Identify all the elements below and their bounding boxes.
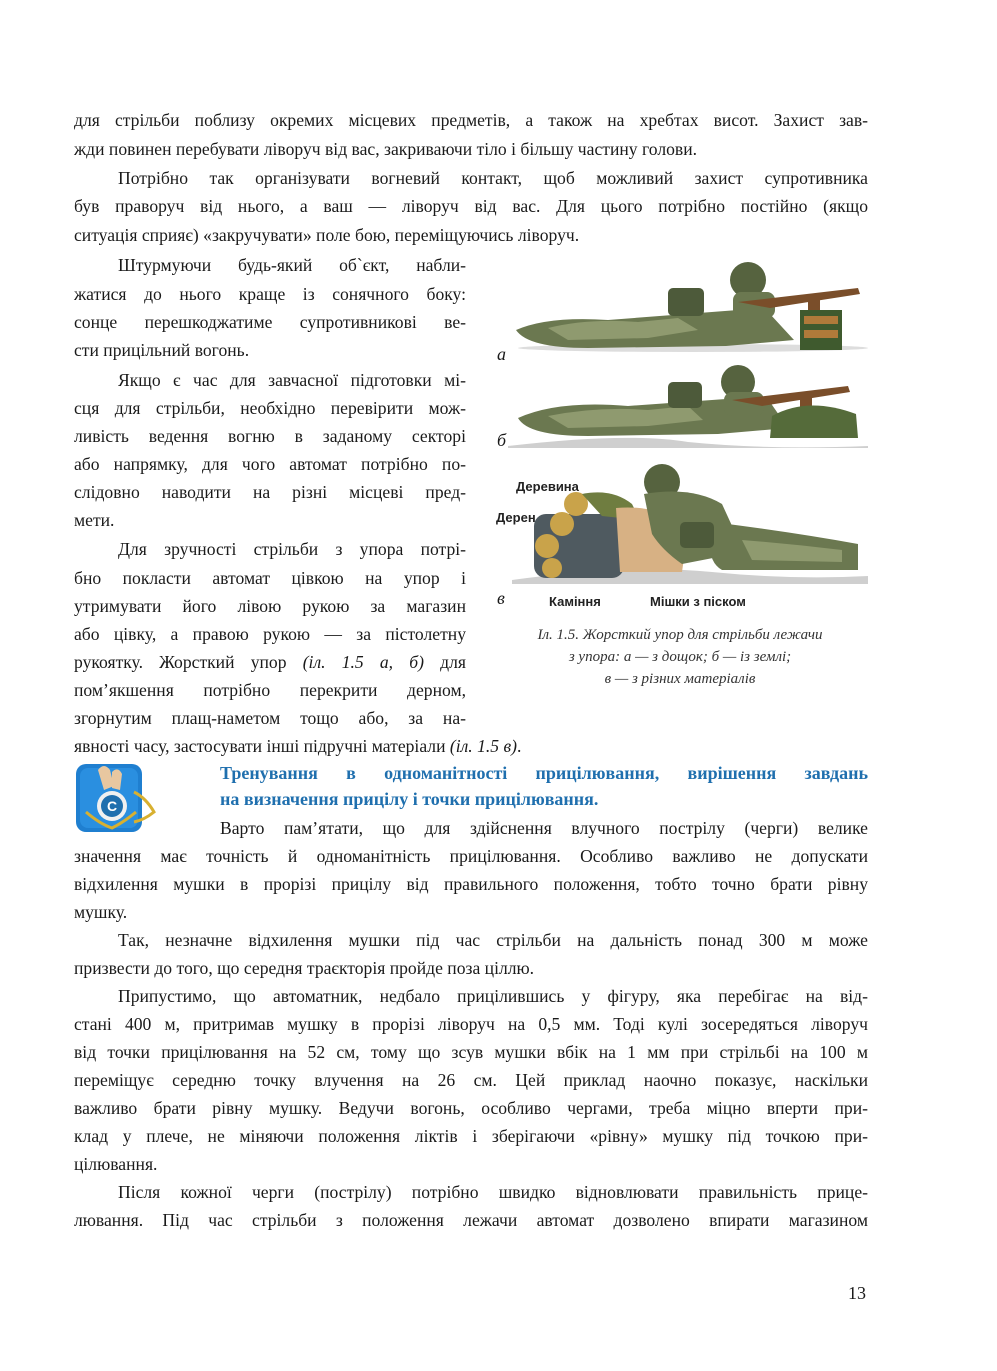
text-line: значення має точність й одноманітність прицілювання. Особливо важливо не допускати: [74, 846, 868, 866]
text-line: стані 400 м, притримав мушку в прорізі ліворуч на 0,5 мм. Тоді кулі зосередяться ліворуч: [74, 1014, 868, 1034]
text-line: цілювання.: [74, 1154, 158, 1174]
text-line: сти прицільний вогонь.: [74, 340, 250, 360]
text-line: Після кожної черги (пострілу) потрібно швидко відновлювати правильність прице-: [118, 1182, 868, 1202]
figure-label-a: а: [497, 344, 506, 364]
text-line: [74, 734, 521, 758]
text-line: або цівку, а правою рукою — за пістолетну: [74, 624, 466, 644]
text-line: слідовно наводити на різні місцеві пред-: [74, 482, 466, 502]
text-line: мети.: [74, 510, 115, 530]
text-line: Штурмуючи будь-який об`єкт, набли-: [118, 255, 466, 275]
figure-reference: (іл. 1.5 а, б): [302, 652, 424, 672]
prone-soldier-plank-rest-illustration: [508, 258, 868, 354]
text-segment: явності часу, застосувати інші підручні матеріали: [74, 736, 450, 756]
text-line: важливо брати рівну мушку. Ведучи вогонь, особливо чергами, треба міцно вперти при-: [74, 1098, 868, 1118]
text-line: від точки прицілювання на 52 см, тому що зсув мушки вбік на 1 мм при стрільбі на 100 м: [74, 1042, 868, 1062]
text-line: Потрібно так організувати вогневий контакт, щоб можливий захист супротивника: [118, 168, 868, 188]
text-segment: рукоятку. Жорсткий упор: [74, 652, 303, 672]
text-line: відхилення мушки в прорізі прицілу від правильного положення, тобто точно брати рівну: [74, 874, 868, 894]
text-line: клад у плече, не міняючи положення ліктів і зберігаючи «рівну» мушку під точкою при-: [74, 1126, 868, 1146]
text-line: мушку.: [74, 902, 128, 922]
text-line: [74, 650, 466, 674]
text-segment: для: [423, 652, 466, 672]
figure-reference: (іл. 1.5 в): [449, 736, 517, 756]
figure-annotation-wood: Деревина: [516, 479, 579, 494]
text-line: ситуація сприяє) «закручувати» поле бою, переміщуючись ліворуч.: [74, 225, 580, 245]
text-line: для стрільби поблизу окремих місцевих предметів, а також на хребтах висот. Захист зав-: [74, 110, 868, 130]
text-line: ливість ведення вогню в заданому секторі: [74, 426, 466, 446]
text-line: Припустимо, що автоматник, недбало прицілившись у фігуру, яка перебігає на від-: [118, 986, 868, 1006]
text-line: пом’якшення потрібно перекрити дерном,: [74, 680, 466, 700]
figure-annotation-turf: Дерен: [496, 510, 536, 525]
figure-caption: [488, 624, 872, 690]
section-icon-letter: С: [106, 798, 118, 814]
text-line: Якщо є час для завчасної підготовки мі-: [118, 370, 466, 390]
text-line: жди повинен перебувати ліворуч від вас, закриваючи тіло і більшу частину голови.: [74, 139, 698, 159]
text-line: переміщує середню точку влучення на 26 см. Цей приклад наочно показує, наскільки: [74, 1070, 868, 1090]
text-line: жатися до нього краще із сонячного боку:: [74, 284, 466, 304]
section-heading-line: Тренування в одноманітності прицілювання, вирішення завдань: [220, 763, 868, 783]
page-number: 13: [848, 1283, 866, 1303]
text-line: сця для стрільби, необхідно перевірити мож-: [74, 398, 466, 418]
text-line: або напрямку, для чого автомат потрібно по-: [74, 454, 466, 474]
figure-annotation-stones: Каміння: [549, 594, 601, 609]
text-line: лювання. Під час стрільби з положення лежачи автомат дозволено впирати магазином: [74, 1210, 868, 1230]
figure-annotation-sandbags: Мішки з піском: [650, 594, 746, 609]
section-heading-line: на визначення прицілу і точки прицілювання.: [220, 789, 599, 809]
text-line: згорнутим плащ-наметом тощо або, за на-: [74, 708, 466, 728]
text-line: сонце перешкоджатиме супротивникові ве-: [74, 312, 466, 332]
text-line: Так, незначне відхилення мушки під час стрільби на дальність понад 300 м може: [118, 930, 868, 950]
text-line: бно покласти автомат цівкою на упор і: [74, 568, 466, 588]
caption-line: з упора: а — з дощок; б — із землі;: [568, 649, 792, 665]
prone-soldier-earth-rest-illustration: [508, 362, 868, 448]
text-line: Для зручності стрільби з упора потрі-: [118, 539, 466, 559]
section-icon: [74, 762, 158, 834]
text-segment: .: [517, 736, 522, 756]
text-line: утримувати його лівою рукою за магазин: [74, 596, 466, 616]
figure-label-b: б: [497, 430, 507, 450]
text-line: Варто пам’ятати, що для здійснення влучного пострілу (черги) велике: [220, 818, 868, 838]
text-line: призвести до того, що середня траєкторія пройде поза ціллю.: [74, 958, 535, 978]
caption-line: в — з різних матеріалів: [604, 671, 756, 687]
figure-label-c: в: [497, 588, 505, 608]
caption-line: Іл. 1.5. Жорсткий упор для стрільби лежачи: [537, 627, 823, 643]
text-line: був праворуч від нього, а ваш — ліворуч від вас. Для цього потрібно постійно (якщо: [74, 196, 868, 216]
